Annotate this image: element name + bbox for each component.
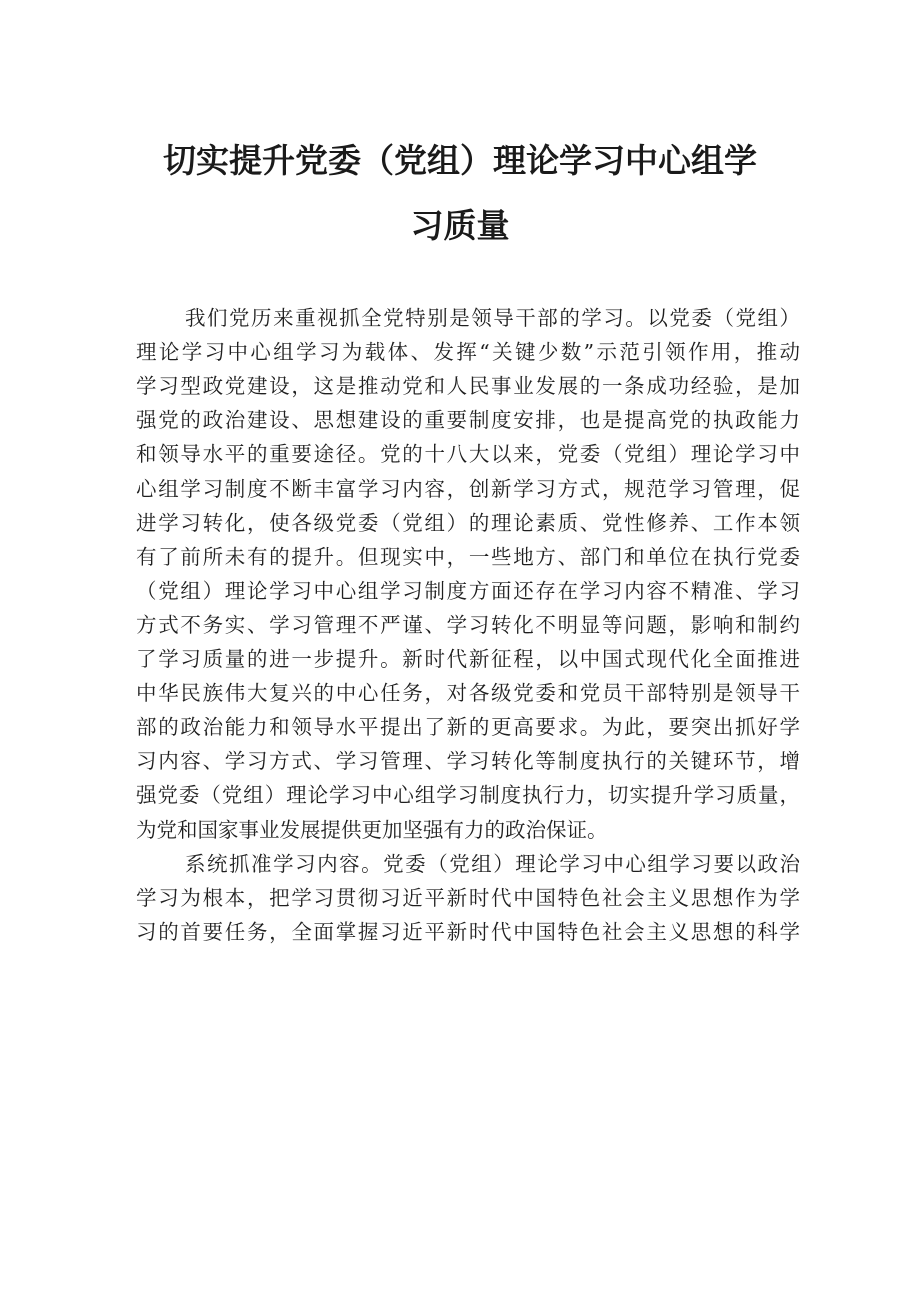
- paragraph-1-line: 和领导水平的重要途径。党的十八大以来，党委（党组）理论学习中: [136, 442, 800, 467]
- paragraph-2-line: 习的首要任务，全面掌握习近平新时代中国特色社会主义思想的科学: [136, 919, 800, 944]
- paragraph-1-line: 强党的政治建设、思想建设的重要制度安排，也是提高党的执政能力: [136, 408, 800, 433]
- paragraph-1-line: 有了前所未有的提升。但现实中，一些地方、部门和单位在执行党委: [136, 544, 800, 569]
- paragraph-1-line: 为党和国家事业发展提供更加坚强有力的政治保证。: [136, 817, 608, 842]
- paragraph-1-line: 我们党历来重视抓全党特别是领导干部的学习。以党委（党组）: [185, 306, 800, 330]
- document-title-line-1: 切实提升党委（党组）理论学习中心组学: [163, 141, 757, 180]
- paragraph-1-line: 部的政治能力和领导水平提出了新的更高要求。为此，要突出抓好学: [136, 715, 800, 740]
- paragraph-1-line: 了学习质量的进一步提升。新时代新征程，以中国式现代化全面推进: [136, 647, 800, 671]
- paragraph-1-line: 习内容、学习方式、学习管理、学习转化等制度执行的关键环节，增: [136, 749, 800, 774]
- paragraph-2-line: 学习为根本，把学习贯彻习近平新时代中国特色社会主义思想作为学: [136, 885, 800, 910]
- paragraph-1-line: 学习型政党建设，这是推动党和人民事业发展的一条成功经验，是加: [136, 374, 800, 399]
- paragraph-1-line: （党组）理论学习中心组学习制度方面还存在学习内容不精准、学习: [136, 578, 800, 603]
- paragraph-1-line: 进学习转化，使各级党委（党组）的理论素质、党性修养、工作本领: [136, 510, 800, 535]
- paragraph-1-line: 强党委（党组）理论学习中心组学习制度执行力，切实提升学习质量，: [136, 783, 800, 808]
- paragraph-1-line: 心组学习制度不断丰富学习内容，创新学习方式，规范学习管理，促: [136, 476, 800, 501]
- paragraph-2-line: 系统抓准学习内容。党委（党组）理论学习中心组学习要以政治: [185, 851, 800, 876]
- paragraph-1-line: 方式不务实、学习管理不严谨、学习转化不明显等问题，影响和制约: [136, 612, 800, 637]
- paragraph-1-line: 中华民族伟大复兴的中心任务，对各级党委和党员干部特别是领导干: [136, 681, 800, 706]
- paragraph-1-line: 理论学习中心组学习为载体、发挥“关键少数”示范引领作用，推动: [136, 340, 800, 365]
- document-title-line-2: 习质量: [410, 206, 510, 245]
